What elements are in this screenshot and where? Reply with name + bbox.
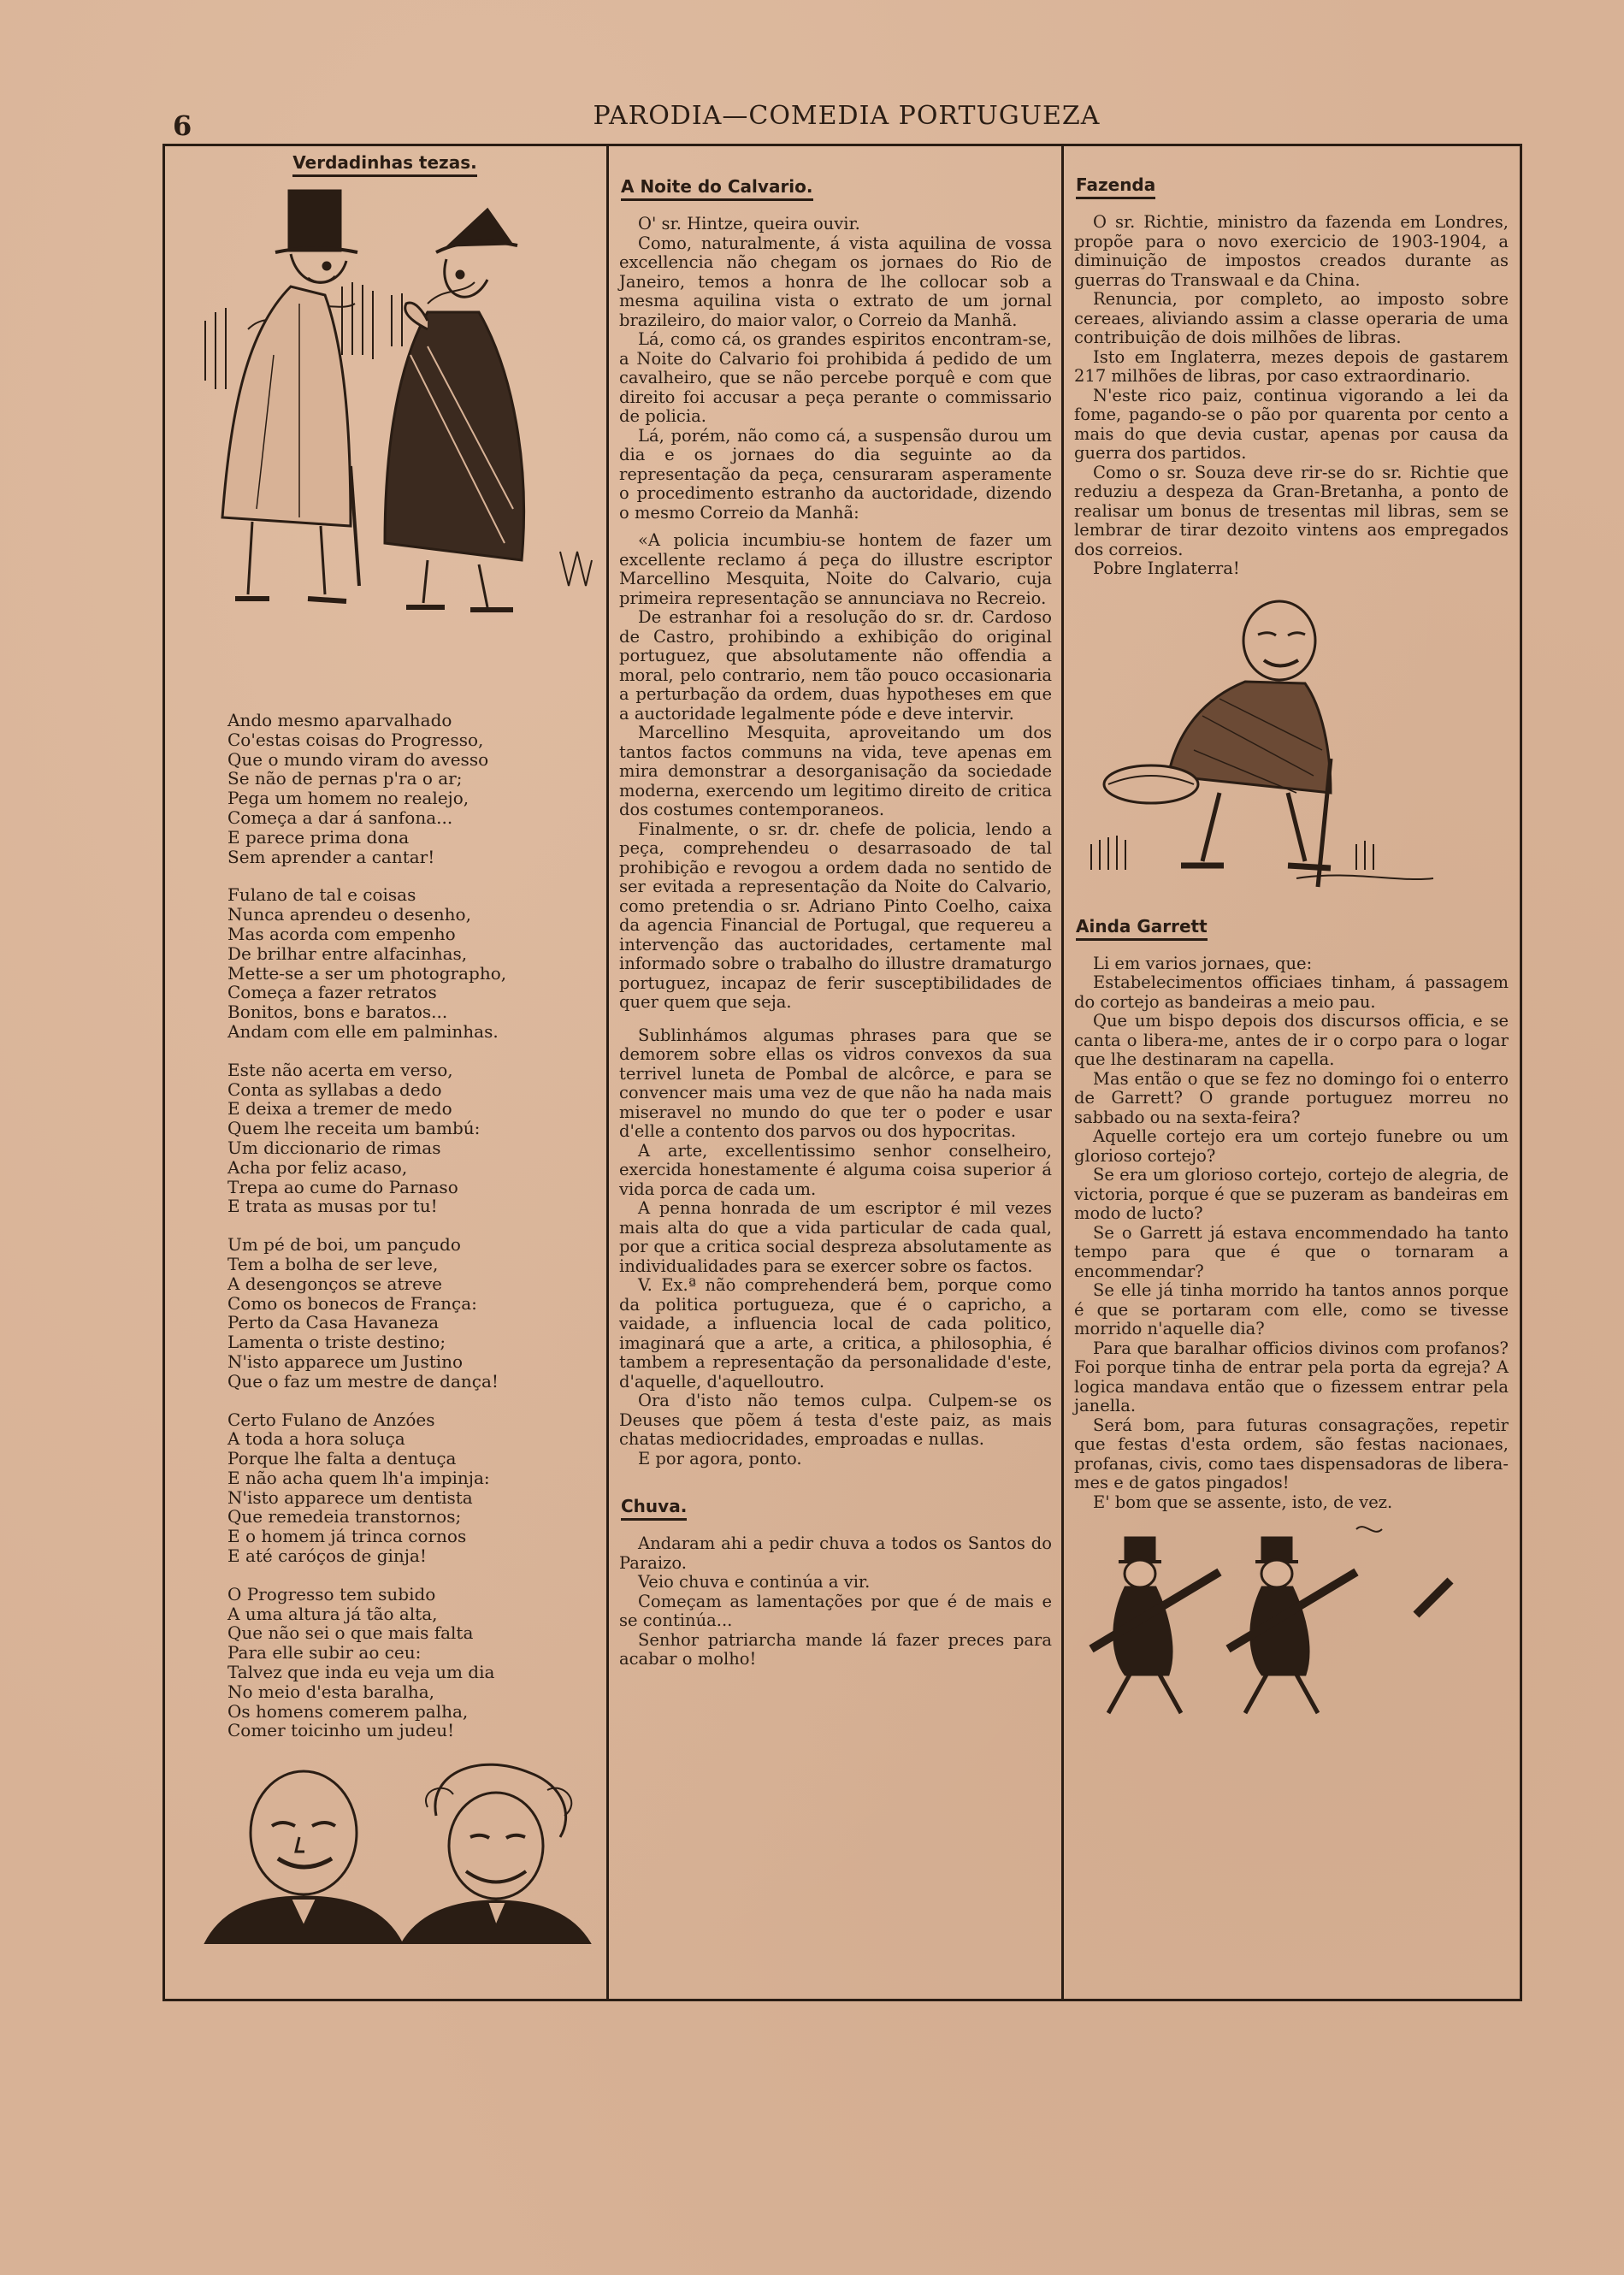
poem-stanza (227, 1410, 599, 1566)
column-verdadinhas (171, 152, 599, 1944)
poem-line: Tem a bolha de ser leve, (227, 1253, 439, 1274)
poem-line: E até caróços de ginja! (227, 1545, 427, 1567)
poem-line: Lamenta o triste destino; (227, 1332, 446, 1353)
paragraph: Se era um glorioso cortejo, cortejo de alegria, de victoria, porque é que se puzeram as bandeiras em modo de lucto? (1074, 1165, 1509, 1223)
paragraph: Ora d'isto não temos culpa. Culpem-se os Deuses que põem á testa d'este paiz, as mais chatas mediocridades, emproadas e nullas. (619, 1391, 1052, 1449)
poem-line: Sem aprender a cantar! (227, 846, 435, 867)
paragraph: Começam as lamentações por que é de mais e se continúa... (619, 1591, 1052, 1630)
paragraph: Sublinhámos algumas phrases para que se demorem sobre ellas os vidros convexos da sua terrivel luneta de Pombal de alcôrce, e para se convencer mais uma vez de que não ha nada mais miseravel no mundo do que ter o poder e usar d'elle a contento dos parvos ou dos hypocritas. (619, 1025, 1052, 1141)
illustration-begging-man (1074, 588, 1509, 904)
poem-line: A toda a hora soluça (227, 1428, 405, 1450)
paragraph: E' bom que se assente, isto, de vez. (1093, 1492, 1393, 1512)
paragraph: Como, naturalmente, á vista aquilina de vossa excellencia não chegam os jornaes do Rio de Janeiro, temos a honra de lhe collocar sob a mesma aquilina vista o extrato de um jornal brazileiro, do maior valor, o Correio da Manhã. (619, 233, 1052, 330)
paragraph: Finalmente, o sr. dr. chefe de policia, lendo a peça, comprehendeu o desarrasoado de tal prohibição e revogou a ordem dada no sentido de ser evitada a representação da Noite do Calvario, como pretendia o sr. Adriano Pinto Coelho, caixa da agencia Financial de Portugal, que requereu a intervenção das auctoridades, certamente mal informado sobre o trabalho do illustre dramaturgo portuguez, incapaz de ferir susceptibilidades de quer quem que seja. (619, 818, 1052, 1012)
article-ainda-garrett (1074, 954, 1509, 1513)
paragraph: Para que baralhar officios divinos com profanos? Foi porque tinha de entrar pela porta da egreja? A logica mandava então que o fizessem entrar pela janella. (1074, 1338, 1509, 1415)
poem-line: Se não de pernas p'ra o ar; (227, 768, 463, 789)
poem-stanza (227, 711, 599, 866)
poem-line: Este não acerta em verso, (227, 1059, 453, 1080)
paragraph: Andaram ahi a pedir chuva a todos os Santos do Paraizo. (619, 1533, 1052, 1573)
paragraph: A penna honrada de um escriptor é mil vezes mais alta do que a vida particular de cada qual, por que a critica social despreza absolutamente as individualidades para se exercer sobre os factos. (619, 1198, 1052, 1276)
poem-line: A uma altura já tão alta, (227, 1603, 438, 1624)
section-title-fazenda: Fazenda (1076, 174, 1155, 199)
paragraph: De estranhar foi a resolução do sr. dr. Cardoso de Castro, prohibindo a exhibição do original portuguez, que absolutamente não offendia a moral, pelo contrario, nem tão pouco occasionaria a perturbação da ordem, duas hypotheses em que a auctoridade legalmente póde e deve intervir. (619, 607, 1052, 724)
poem-line: E deixa a tremer de medo (227, 1098, 452, 1120)
poem-line: Talvez que inda eu veja um dia (227, 1662, 495, 1683)
article-noite-do-calvario (619, 215, 1052, 1468)
paragraph: Isto em Inglaterra, mezes depois de gastarem 217 milhões de libras, por caso extraordinario. (1074, 346, 1509, 386)
column-divider (1061, 144, 1064, 1999)
illustration-two-caricature-heads (171, 1756, 599, 1944)
poem-line: Ando mesmo aparvalhado (227, 710, 452, 730)
poem-line: Nunca aprendeu o desenho, (227, 904, 471, 925)
page-title: PARODIA—COMEDIA PORTUGUEZA (593, 101, 1101, 131)
section-title-chuva: Chuva. (621, 1496, 687, 1521)
paragraph: Renuncia, por completo, ao imposto sobre cereaes, aliviando assim a classe operaria de uma contribuição de dois milhões de libras. (1074, 289, 1509, 347)
poem-line: Os homens comerem palha, (227, 1700, 469, 1722)
paragraph: Senhor patriarcha mande lá fazer preces para acabar o molho! (619, 1629, 1052, 1669)
column-noite-do-calvario (619, 152, 1052, 1669)
paragraph: O' sr. Hintze, queira ouvir. (638, 214, 860, 233)
poem-line: Que não sei o que mais falta (227, 1622, 474, 1644)
poem-line: E não acha quem lh'a impinja: (227, 1467, 490, 1488)
poem-line: N'isto apparece um Justino (227, 1350, 464, 1372)
poem-line: Que o mundo viram do avesso (227, 748, 489, 770)
article-chuva (619, 1534, 1052, 1669)
column-divider (606, 144, 609, 1999)
poem-line: Conta as syllabas a dedo (227, 1078, 442, 1100)
poem-line: No meio d'esta baralha, (227, 1681, 434, 1702)
poem-line: Comer toicinho um judeu! (227, 1720, 455, 1741)
poem-line: E parece prima dona (227, 826, 410, 848)
paragraph: «A policia incumbiu-se hontem de fazer um excellente reclamo á peça do illustre escriptor Marcellino Mesquita, Noite do Calvario, cuja primeira representação se annunciava no Recreio. (619, 530, 1052, 608)
paragraph: Aquelle cortejo era um cortejo funebre ou um glorioso cortejo? (1074, 1126, 1509, 1166)
poem-line: Começa a dar á sanfona... (227, 807, 453, 828)
poem-line: Pega um homem no realejo, (227, 788, 469, 809)
poem-line: Perto da Casa Havaneza (227, 1312, 440, 1333)
poem-line: Que o faz um mestre de dança! (227, 1370, 499, 1392)
poem-line: Certo Fulano de Anzóes (227, 1409, 435, 1430)
poem-line: Trepa ao cume do Parnaso (227, 1176, 458, 1197)
poem-line: Andam com elle em palminhas. (227, 1020, 499, 1042)
poem-line: Que remedeia transtornos; (227, 1506, 462, 1528)
poem-line: Um diccionario de rimas (227, 1137, 441, 1158)
poem-line: Quem lhe receita um bambú: (227, 1118, 481, 1139)
poem-line: Começa a fazer retratos (227, 982, 437, 1003)
poem-line: De brilhar entre alfacinhas, (227, 942, 468, 964)
poem-stanza (227, 1061, 599, 1216)
poem-line: A desengonços se atreve (227, 1273, 442, 1294)
section-title-noite-do-calvario: A Noite do Calvario. (621, 176, 813, 201)
paragraph: V. Ex.ª não comprehenderá bem, porque como da politica portugueza, que é o capricho, a vaidade, a influencia local de cada politico, imaginará que a arte, a critica, a philosophia, é tambem a representação da personalidade d'este, d'aquelle, d'aquelloutro. (619, 1275, 1052, 1392)
page-number: 6 (173, 109, 192, 142)
illustration-marching-men (1074, 1521, 1509, 1717)
poem (171, 711, 599, 1740)
poem-line: Mette-se a ser um photographo, (227, 962, 507, 984)
section-title-ainda-garrett: Ainda Garrett (1076, 916, 1208, 941)
poem-line: Co'estas coisas do Progresso, (227, 729, 484, 750)
paragraph: Li em varios jornaes, que: (1093, 953, 1313, 973)
paragraph: Como o sr. Souza deve rir-se do sr. Richtie que reduziu a despeza da Gran-Bretanha, a ponto de realisar um bonus de tresentas mil libras, sem se lembrar de tirar dezoito vintens aos empregados dos correios. (1074, 462, 1509, 559)
paragraph: O sr. Richtie, ministro da fazenda em Londres, propõe para o novo exercicio de 1903-1904, a diminuição de impostos creados durante as guerras do Transwaal e da China. (1074, 212, 1509, 290)
paragraph: Pobre Inglaterra! (1093, 558, 1240, 578)
poem-line: Como os bonecos de França: (227, 1292, 477, 1314)
poem-stanza (227, 1235, 599, 1391)
poem-line: Bonitos, bons e baratos... (227, 1002, 448, 1023)
section-title-verdadinhas: Verdadinhas tezas. (292, 152, 476, 177)
poem-line: E trata as musas por tu! (227, 1196, 438, 1217)
paragraph: Veio chuva e continúa a vir. (638, 1572, 871, 1592)
paragraph: Lá, como cá, os grandes espiritos encontram-se, a Noite do Calvario foi prohibida á pedido de um cavalheiro, que se não percebe porquê e com que direito foi accusar a peça perante o commissario de policia. (619, 329, 1052, 426)
column-fazenda (1074, 152, 1509, 1717)
poem-line: Para elle subir ao ceu: (227, 1642, 422, 1663)
illustration-two-gentlemen (171, 184, 599, 706)
paragraph: Será bom, para futuras consagrações, repetir que festas d'esta ordem, são festas nacionaes, profanas, civis, como taes dispensadoras de libera-mes e de gatos pingados! (1074, 1415, 1509, 1492)
paragraph: Marcellino Mesquita, aproveitando um dos tantos factos communs na vida, teve apenas em mira demonstrar a desorganisação da sociedade moderna, exercendo um legitimo direito de critica dos costumes contemporaneos. (619, 723, 1052, 819)
poem-line: Acha por feliz acaso, (227, 1156, 408, 1178)
poem-line: Mas acorda com empenho (227, 923, 456, 944)
paragraph: Se elle já tinha morrido ha tantos annos porque é que se portaram com elle, como se tivesse morrido n'aquelle dia? (1074, 1280, 1509, 1338)
paragraph: Estabelecimentos officiaes tinham, á passagem do cortejo as bandeiras a meio pau. (1074, 972, 1509, 1012)
poem-line: E o homem já trinca cornos (227, 1526, 467, 1547)
poem-line: N'isto apparece um dentista (227, 1486, 473, 1508)
paragraph: A arte, excellentissimo senhor conselheiro, exercida honestamente é alguma coisa superior á vida porca de cada um. (619, 1140, 1052, 1199)
paragraph: Lá, porém, não como cá, a suspensão durou um dia e os jornaes do dia seguinte ao da representação da peça, censuraram asperamente o procedimento estranho da auctoridade, dizendo o mesmo Correio da Manhã: (619, 425, 1052, 523)
poem-line: Um pé de boi, um pançudo (227, 1234, 461, 1256)
paragraph: Que um bispo depois dos discursos officia, e se canta o libera-me, antes de ir o corpo para o logar que lhe destinaram na capella. (1074, 1011, 1509, 1069)
paragraph: E por agora, ponto. (638, 1448, 802, 1468)
paragraph: N'este rico paiz, continua vigorando a lei da fome, pagando-se o pão por quarenta por cento a mais do que devia custar, apenas por causa da guerra dos partidos. (1074, 385, 1509, 463)
poem-stanza (227, 1585, 599, 1740)
poem-stanza (227, 885, 599, 1041)
paragraph: Se o Garrett já estava encommendado ha tanto tempo para que é que o tornaram a encommendar? (1074, 1222, 1509, 1281)
poem-line: Porque lhe falta a dentuça (227, 1448, 457, 1469)
poem-line: O Progresso tem subido (227, 1583, 436, 1604)
poem-line: Fulano de tal e coisas (227, 884, 416, 906)
article-fazenda (1074, 213, 1509, 579)
paragraph: Mas então o que se fez no domingo foi o enterro de Garrett? O grande portuguez morreu no sabbado ou na sexta-feira? (1074, 1068, 1509, 1127)
